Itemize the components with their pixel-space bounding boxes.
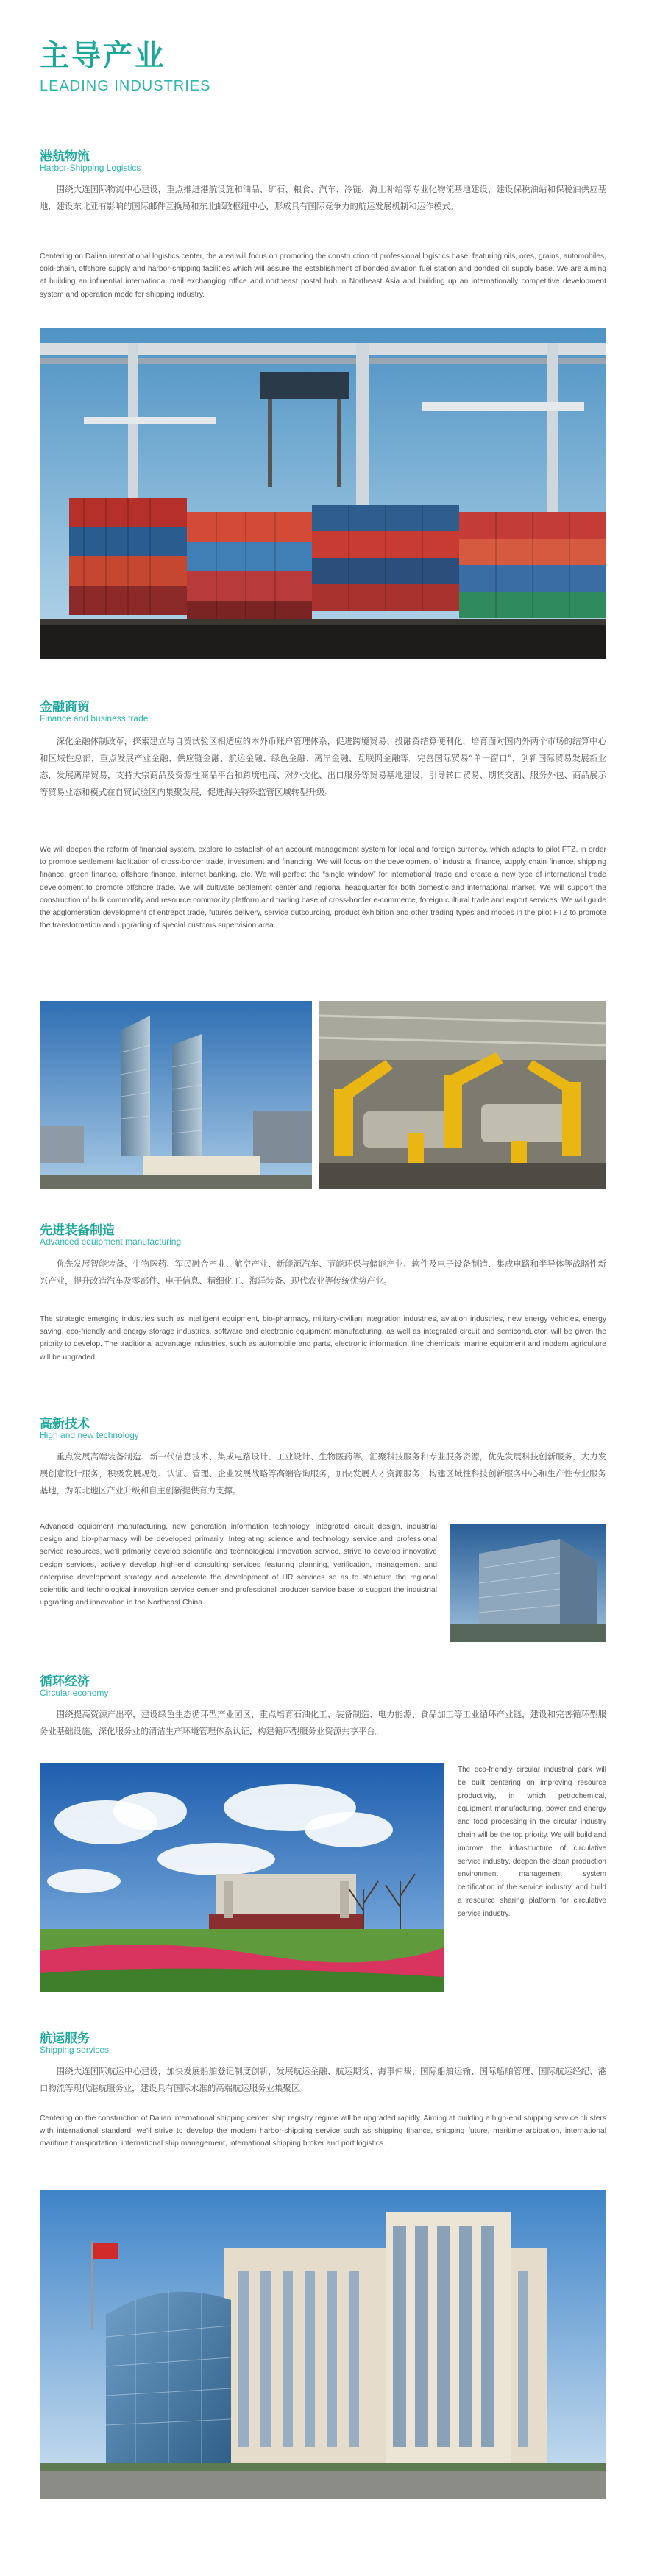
section-cn-finance: 深化金融体制改革，探索建立与自贸试验区相适应的本外币账户管理体系，促进跨境贸易、投融资结算便利化，培育面对国内外两个市场的结算中心和区域性总部，重点发展产业金融、供应链金融、航运金融、绿色金融、离岸金融、互联网金融等。完善国际贸易“单一窗口”，创新国际贸易发展新业态，发展离岸贸易，支持大宗商品及资源性商品平台和跨境电商、对外文化、出口服务等贸易基地建设，引导转口贸易、期货交割、服务外包、商品展示等贸易业态和模式在自贸试验区内集聚发展，促进海关特殊监管区域转型升级。	[40, 736, 606, 797]
section-cn-shipping: 围绕大连国际航运中心建设，加快发展船舶登记制度创新，发展航运金融、航运期货、海事仲裁、国际船舶运输、国际船舶管理、国际航运经纪、港口物流等现代港航服务业，建设具有国际水准的高端航运服务业集聚区。	[40, 2066, 606, 2093]
shipping-building-photo	[40, 2190, 606, 2499]
section-subtitle-finance: Finance and business trade	[40, 713, 149, 723]
section-subtitle-shipping: Shipping services	[40, 2045, 110, 2055]
page-title: 主导产业	[40, 39, 166, 73]
section-cn-circular: 围绕提高资源产出率，建设绿色生态循环型产业园区，重点培育石油化工、装备制造、电力能源、食品加工等工业循环产业链，建设和完善循环型服务业基础设施，深化服务业的清洁生产环境管理体系认证，构建循环型服务业资源共享平台。	[40, 1709, 606, 1736]
tech-building-photo	[450, 1524, 606, 1642]
section-en-circular: The eco-friendly circular industrial park will be built centering on improving resource productivity, in which petrochemical, equipment manufacturing, power and energy and food processing in the circular industry chain will be the top priority. We will build and improve the infrastructure of circulative service industry, deepen the clean production environment management system certification of the service industry, and build a resource sharing platform for circulative service industry.	[458, 1766, 606, 1918]
finance-city-photo	[40, 1001, 312, 1189]
section-title-harbor: 港航物流	[40, 149, 90, 164]
section-en-tech: Advanced equipment manufacturing, new generation information technology, integrated circuit design, industrial design and bio-pharmacy will be developed primarily. Integrating science and technology service and professional service resources, we’ll primarily develop scientific and technological innovation service, strive to develop innovative design services, actively develop high-end consulting services featuring planning, verification, management and enterprise development strategy and accelerate the development of HR services so as to structure the regional scientific and technological innovation service center and professional producer service base to support the industrial upgrading and innovation in the Northeast China.	[40, 1523, 437, 1607]
section-subtitle-circular: Circular economy	[40, 1688, 109, 1698]
section-subtitle-manufacturing: Advanced equipment manufacturing	[40, 1236, 182, 1247]
factory-robots-photo	[319, 1001, 606, 1189]
section-subtitle-tech: High and new technology	[40, 1430, 139, 1440]
harbor-photo	[40, 328, 606, 659]
page-subtitle: LEADING INDUSTRIES	[40, 78, 211, 94]
section-en-manufacturing: The strategic emerging industries such as intelligent equipment, bio-pharmacy, military-civilian integration industries, aviation industries, new energy vehicles, energy saving, eco-friendly and energy storage industries, software and electronic equipment manufacturing, as well as integrated circuit and semiconductor, will be given the priority to develop. The traditional advantage industries, such as automobile and parts, electronic information, fine chemicals, marine equipment and modern agriculture will be upgraded.	[40, 1315, 606, 1362]
section-title-shipping: 航运服务	[40, 2031, 90, 2046]
section-cn-tech: 重点发展高端装备制造、新一代信息技术、集成电路设计、工业设计、生物医药等。汇聚科技服务和专业服务资源，优先发展科技创新服务，大力发展创意设计服务，积极发展规划、认证、管理、企业发展战略等高端咨询服务，加快发展人才资源服务，构建区域性科技创新服务中心和生产性专业服务基地，为东北地区产业升级和自主创新提供有力支撑。	[40, 1451, 606, 1496]
section-title-finance: 金融商贸	[40, 700, 90, 715]
section-en-shipping: Centering on the construction of Dalian international shipping center, ship registry regime will be upgraded rapidly. Aiming at building a high-end shipping service clusters with international standard, we’ll strive to develop the modern harbor-shipping service such as shipping finance, shipping future, maritime arbitration, international maritime transportation, international ship management, international shipping broker and port logistics.	[40, 2115, 606, 2148]
section-cn-harbor: 围绕大连国际物流中心建设，重点推进港航设施和油品、矿石、粮食、汽车、冷链、海上补给等专业化物流基地建设，建设保税油站和保税油供应基地，建设东北亚有影响的国际邮件互换局和东北邮政枢纽中心，形成具有国际竞争力的航运发展机制和运作模式。	[40, 184, 606, 211]
section-en-harbor: Centering on Dalian international logistics center, the area will focus on promoting the construction of professional logistics base, featuring oils, ores, grains, automobiles, cold-chain, offshore supply and harbor-shipping facilities which will assure the establishment of bonded aviation fuel station and bonded oil supply base. We are aiming at building an influential international mail exchanging office and northeast postal hub in Northeast Asia and building up an internationally competitive development system and operation mode for shipping industry.	[40, 252, 606, 299]
section-title-tech: 高新技术	[40, 1417, 90, 1432]
eco-park-photo	[40, 1763, 444, 1992]
section-subtitle-harbor: Harbor-Shipping Logistics	[40, 163, 141, 173]
section-en-finance: We will deepen the reform of financial system, explore to establish of an account management system for local and foreign currency, which adapts to pilot FTZ, in order to promote settlement facilitation of cross-border trade, investment and financing. We will focus on the development of industrial finance, supply chain finance, shipping finance, green finance, offshore finance, internet banking, etc. We will perfect the “single window” for international trade and create a new type of international trade development to promote offshore trade. We will cultivate settlement center and regional headquarter for both domestic and international market. We will support the construction of bulk commodity and resource commodity platform and trading base of cross-border e-commerce, foreign cultural trade and export services. We will guide the agglomeration development of entrepot trade, futures delivery, service outsourcing, product exhibition and other trading types and modes in the pilot FTZ to promote the transformation and upgrading of special customs supervision area.	[40, 846, 606, 930]
section-title-manufacturing: 先进装备制造	[40, 1223, 115, 1238]
section-cn-manufacturing: 优先发展智能装备、生物医药、军民融合产业、航空产业、新能源汽车、节能环保与储能产业、软件及电子设备制造、集成电路和半导体等战略性新兴产业，提升改造汽车及零部件、电子信息、精细化工、海洋装备、现代农业等传统优势产业。	[40, 1259, 606, 1286]
section-title-circular: 循环经济	[40, 1674, 90, 1689]
